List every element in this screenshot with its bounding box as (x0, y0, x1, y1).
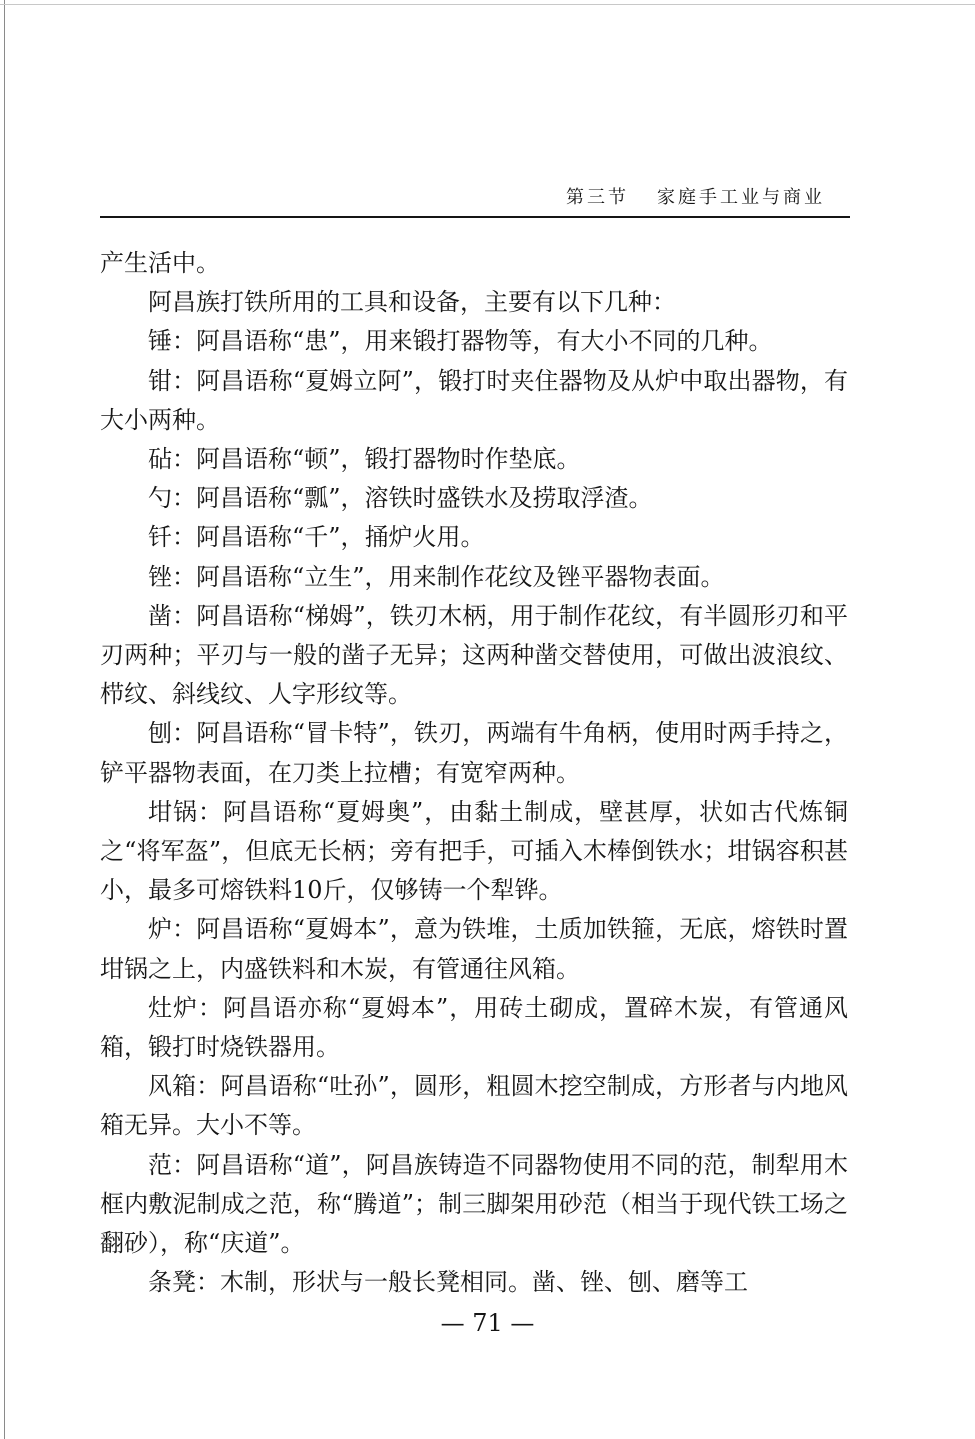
body-text (100, 244, 848, 1302)
paragraph: 炉：阿昌语称“夏姆本”，意为铁堆，土质加铁箍，无底，熔铁时置坩锅之上，内盛铁料和木炭，有管通往风箱。 (100, 915, 848, 983)
header-rule (100, 216, 850, 218)
paragraph: 勺：阿昌语称“瓢”，溶铁时盛铁水及捞取浮渣。 (148, 484, 653, 513)
paragraph: 产生活中。 (100, 249, 220, 277)
running-header (566, 183, 825, 209)
paragraph: 砧：阿昌语称“顿”，锻打器物时作垫底。 (148, 445, 581, 474)
paragraph: 钳：阿昌语称“夏姆立阿”，锻打时夹住器物及从炉中取出器物，有大小两种。 (100, 366, 848, 434)
paragraph: 风箱：阿昌语称“吐孙”，圆形，粗圆木挖空制成，方形者与内地风箱无异。大小不等。 (100, 1072, 848, 1140)
paragraph: 范：阿昌语称“道”，阿昌族铸造不同器物使用不同的范，制犁用木框内敷泥制成之范，称“腾道”；制三脚架用砂范（相当于现代铁工场之翻砂），称“庆道”。 (100, 1150, 848, 1258)
paragraph: 锤：阿昌语称“患”，用来锻打器物等，有大小不同的几种。 (148, 327, 773, 356)
paragraph: 灶炉：阿昌语亦称“夏姆本”，用砖土砌成，置碎木炭，有管通风箱，锻打时烧铁器用。 (100, 993, 848, 1062)
paragraph: 凿：阿昌语称“梯姆”，铁刃木柄，用于制作花纹，有半圆形刃和平刃两种；平刃与一般的凿子无异；这两种凿交替使用，可做出波浪纹、栉纹、斜线纹、人字形纹等。 (100, 601, 848, 709)
paragraph: 锉：阿昌语称“立生”，用来制作花纹及锉平器物表面。 (148, 562, 725, 591)
header-title: 家庭手工业与商业 (657, 187, 825, 208)
paragraph: 刨：阿昌语称“冒卡特”，铁刃，两端有牛角柄，使用时两手持之，铲平器物表面，在刀类上拉槽；有宽窄两种。 (100, 719, 848, 787)
header-section: 第三节 (566, 187, 629, 208)
page-number: — 71 — (440, 1309, 535, 1337)
paragraph: 阿昌族打铁所用的工具和设备，主要有以下几种： (148, 288, 676, 317)
paragraph: 坩锅：阿昌语称“夏姆奥”，由黏土制成，壁甚厚，状如古代炼铜之“将军盔”，但底无长柄；旁有把手，可插入木棒倒铁水；坩锅容积甚小，最多可熔铁料10斤，仅够铸一个犁铧。 (100, 797, 848, 905)
paragraph: 钎：阿昌语称“千”，捅炉火用。 (148, 523, 485, 552)
scan-edge-left (4, 0, 5, 1439)
scan-edge-top (0, 4, 975, 5)
paragraph: 条凳：木制，形状与一般长凳相同。凿、锉、刨、磨等工 (148, 1268, 748, 1297)
